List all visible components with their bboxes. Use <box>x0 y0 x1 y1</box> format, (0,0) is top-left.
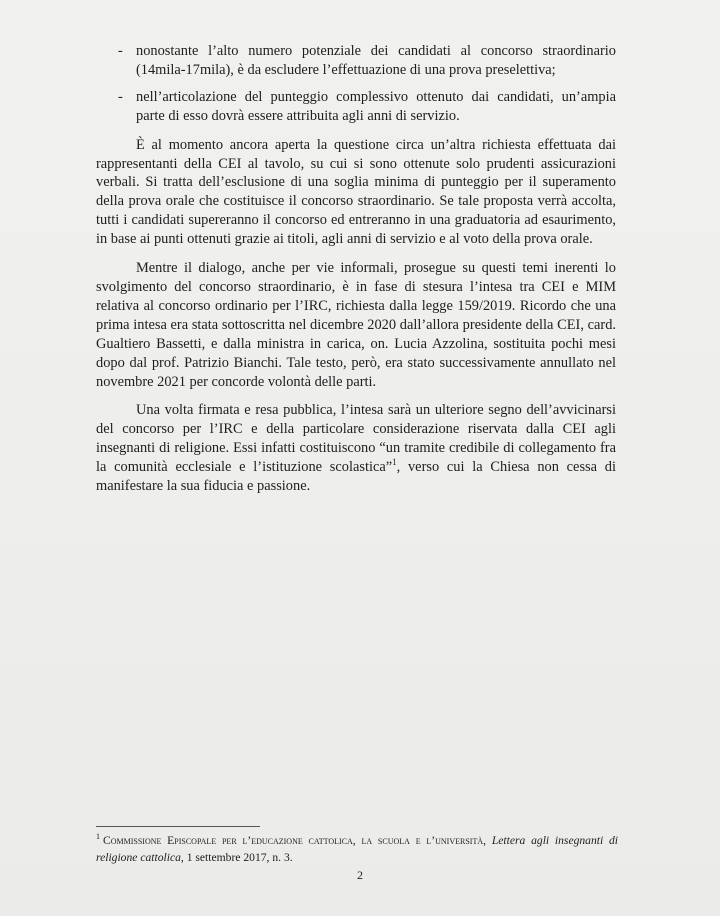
list-item <box>96 88 616 126</box>
footnote-separator: , <box>483 834 492 847</box>
paragraph-text: Una volta firmata e resa pubblica, l’intesa sarà un ulteriore segno dell’avvicinarsi del concorso per l’IRC e della particolare considerazione riservata dalla CEI agli insegnanti di religione. Essi infatti costituiscono “un tramite credibile di collegamento fra la comunità ecclesiale e l’istituzione scolastica” <box>96 402 616 476</box>
list-dash: - <box>118 88 123 105</box>
paragraph: È al momento ancora aperta la questione circa un’altra richiesta effettuata dai rappresentanti della CEI al tavolo, su cui si sono ottenute solo prudenti assicurazioni verbali. Si tratta dell’esclusione di una soglia minima di punteggio per il superamento della prova orale che costituisce il concorso straordinario. Se tale proposta verrà accolta, tutti i candidati supereranno il concorso ed entreranno in una graduatoria ad esaurimento, in base ai punti ottenuti grazie ai titoli, agli anni di servizio e al voto della prova orale. <box>96 136 616 248</box>
footnote-reference[interactable]: 1 <box>392 457 397 468</box>
paragraph <box>96 401 616 496</box>
list-item-text: nell’articolazione del punteggio complessivo ottenuto dai candidati, un’ampia parte di esso dovrà essere attribuita agli anni di servizio. <box>136 88 616 124</box>
list-dash: - <box>118 43 123 59</box>
footnote-details: , 1 settembre 2017, n. 3. <box>180 851 293 864</box>
list-item <box>96 42 616 80</box>
footnote <box>96 832 618 866</box>
page-number: 2 <box>357 868 363 882</box>
footnote-author: Commissione Episcopale per l’educazione cattolica, la scuola e l’università <box>103 834 484 847</box>
paragraph-text: , verso cui la Chiesa non cessa di manifestare la sua fiducia e passione. <box>96 459 616 495</box>
footnote-number: 1 <box>96 832 100 842</box>
bullet-list <box>96 42 616 126</box>
list-item-text: nonostante l’alto numero potenziale dei candidati al concorso straordinario (14mila-17mila), è da escludere l’effettuazione di una prova preselettiva; <box>136 43 616 78</box>
footnote-title: Lettera agli insegnanti di religione cattolica <box>96 834 619 864</box>
paragraph: Mentre il dialogo, anche per vie informali, prosegue su questi temi inerenti lo svolgimento del concorso straordinario, è in fase di stesura l’intesa tra CEI e MIM relativa al concorso ordinario per l’IRC, richiesta dalla legge 159/2019. Ricordo che una prima intesa era stata sottoscritta nel dicembre 2020 dall’allora presidente della CEI, card. Gualtiero Bassetti, e dalla ministra in carica, on. Lucia Azzolina, sostituita pochi mesi dopo dal prof. Patrizio Bianchi. Tale testo, però, era stato successivamente annullato nel novembre 2021 per concorde volontà delle parti. <box>96 260 616 390</box>
footnote-divider <box>96 826 260 827</box>
body-text <box>96 42 616 506</box>
